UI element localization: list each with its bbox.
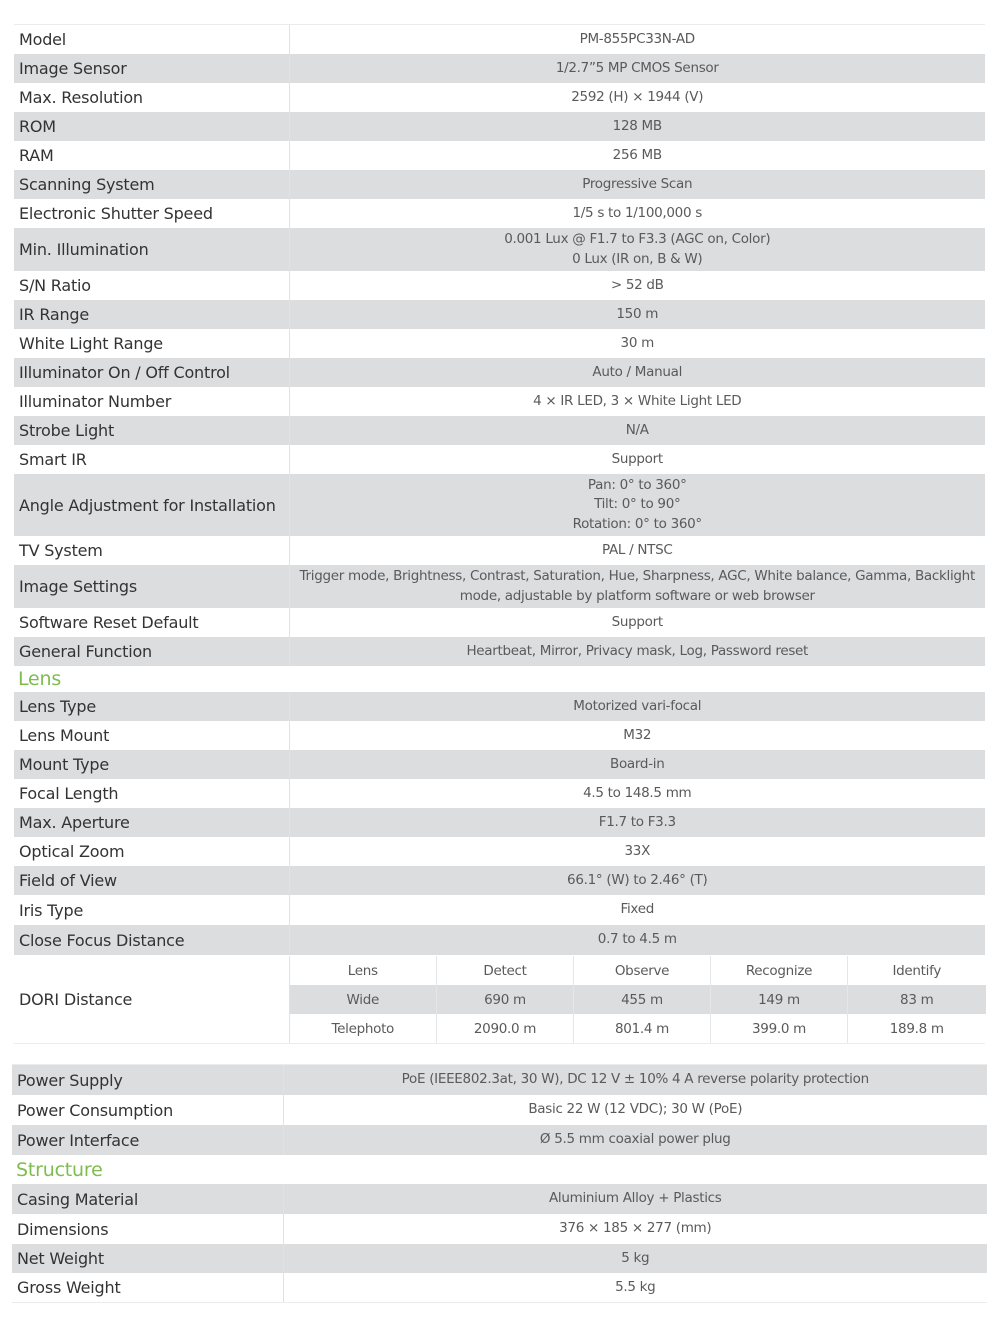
spec-label: Net Weight — [12, 1244, 283, 1273]
section-title-lens: Lens — [18, 668, 62, 690]
dori-row — [290, 985, 986, 1014]
spec-label: S/N Ratio — [14, 271, 289, 300]
spec-value-line: Pan: 0° to 360° — [587, 476, 687, 493]
spec-value — [289, 608, 985, 637]
spec-value-line: PM-855PC33N-AD — [579, 30, 695, 47]
dori-row — [290, 1014, 986, 1043]
spec-row — [14, 54, 985, 83]
spec-value-line: 1/2.7”5 MP CMOS Sensor — [555, 59, 719, 76]
spec-label: Image Settings — [14, 565, 289, 608]
spec-row — [12, 1184, 987, 1214]
spec-label: RAM — [14, 141, 289, 170]
spec-value-line: 128 MB — [612, 117, 662, 134]
structure-spec-table — [12, 1184, 987, 1302]
spec-label: Mount Type — [14, 750, 289, 779]
dori-cell: 83 m — [848, 985, 986, 1014]
spec-label: Software Reset Default — [14, 608, 289, 637]
spec-value-line: Board-in — [610, 755, 665, 772]
spec-value — [289, 329, 985, 358]
spec-value — [289, 54, 985, 83]
spec-label: Dimensions — [12, 1214, 283, 1244]
spec-label: Focal Length — [14, 779, 289, 808]
spec-value-line: Support — [611, 613, 663, 630]
spec-value — [289, 721, 985, 750]
spec-label: Power Consumption — [12, 1095, 283, 1125]
spec-row — [14, 83, 985, 112]
spec-value-line: 0.7 to 4.5 m — [597, 931, 677, 948]
dori-cell: 801.4 m — [574, 1014, 711, 1043]
spec-value — [289, 637, 985, 666]
dori-bottom-divider — [14, 1043, 985, 1044]
spec-value-line: 30 m — [620, 334, 654, 351]
spec-row — [12, 1095, 987, 1125]
spec-value-line: 0 Lux (IR on, B & W) — [572, 250, 703, 267]
spec-value — [289, 141, 985, 170]
spec-value — [283, 1065, 987, 1095]
spec-row — [14, 416, 985, 445]
spec-value — [289, 808, 985, 837]
spec-value — [283, 1214, 987, 1244]
spec-row — [12, 1244, 987, 1273]
dori-header-cell: Observe — [574, 956, 711, 985]
spec-value — [289, 565, 985, 608]
spec-label: Optical Zoom — [14, 837, 289, 866]
spec-value — [283, 1244, 987, 1273]
spec-value — [289, 199, 985, 228]
dori-grid — [290, 956, 986, 1043]
spec-value-line: Basic 22 W (12 VDC); 30 W (PoE) — [528, 1101, 743, 1118]
spec-label: Model — [14, 25, 289, 54]
dori-header-cell: Lens — [290, 956, 437, 985]
spec-label: Image Sensor — [14, 54, 289, 83]
spec-value-line: 5 kg — [621, 1249, 650, 1266]
spec-row — [14, 329, 985, 358]
spec-value-line: > 52 dB — [610, 276, 664, 293]
spec-label: DORI Distance — [14, 956, 289, 1043]
spec-value — [289, 866, 985, 895]
spec-value — [289, 750, 985, 779]
spec-value-line: PAL / NTSC — [601, 541, 673, 558]
spec-value — [289, 837, 985, 866]
spec-value — [289, 228, 985, 271]
spec-label: Lens Mount — [14, 721, 289, 750]
spec-row — [14, 199, 985, 228]
spec-value-line: 66.1° (W) to 2.46° (T) — [567, 871, 708, 888]
spec-value — [289, 25, 985, 54]
spec-row — [14, 474, 985, 536]
spec-label: Scanning System — [14, 170, 289, 199]
spec-value-line: Progressive Scan — [582, 175, 693, 192]
spec-value-line: Tilt: 0° to 90° — [594, 496, 681, 513]
spec-value-line: 4.5 to 148.5 mm — [583, 784, 692, 801]
spec-row — [12, 1125, 987, 1155]
spec-label: Illuminator Number — [14, 387, 289, 416]
spec-label: Power Supply — [12, 1065, 283, 1095]
spec-value — [283, 1095, 987, 1125]
spec-value-line: Heartbeat, Mirror, Privacy mask, Log, Password reset — [466, 642, 809, 659]
spec-value-line: N/A — [625, 421, 649, 438]
dori-header-cell: Detect — [437, 956, 574, 985]
spec-row — [14, 112, 985, 141]
spec-row — [12, 1065, 987, 1095]
spec-value — [289, 895, 985, 925]
spec-value-line: 33X — [624, 842, 651, 859]
spec-label: Close Focus Distance — [14, 925, 289, 955]
spec-row — [14, 565, 985, 608]
dori-cell: 149 m — [711, 985, 848, 1014]
spec-value — [289, 300, 985, 329]
spec-value — [289, 416, 985, 445]
spec-value-line: mode, adjustable by platform software or web browser — [459, 587, 815, 604]
spec-label: IR Range — [14, 300, 289, 329]
spec-value-line: Auto / Manual — [592, 363, 683, 380]
spec-row — [14, 721, 985, 750]
spec-row — [14, 837, 985, 866]
lens-spec-table — [14, 692, 985, 955]
spec-row — [14, 228, 985, 271]
spec-value — [289, 536, 985, 565]
power-spec-table — [12, 1065, 987, 1155]
spec-value — [289, 779, 985, 808]
spec-label: Max. Resolution — [14, 83, 289, 112]
dori-header-cell: Recognize — [711, 956, 848, 985]
spec-value-line: Support — [611, 450, 663, 467]
spec-row — [14, 141, 985, 170]
spec-value-line: 2592 (H) × 1944 (V) — [571, 88, 704, 105]
spec-row — [14, 925, 985, 955]
spec-label: Gross Weight — [12, 1273, 283, 1302]
spec-value-line: F1.7 to F3.3 — [598, 813, 676, 830]
section-title-structure: Structure — [16, 1159, 103, 1181]
spec-label: Max. Aperture — [14, 808, 289, 837]
spec-row — [14, 25, 985, 54]
spec-row — [14, 271, 985, 300]
spec-label: Lens Type — [14, 692, 289, 721]
dori-cell: 189.8 m — [848, 1014, 986, 1043]
spec-label: Field of View — [14, 866, 289, 895]
dori-cell: 455 m — [574, 985, 711, 1014]
spec-value — [289, 83, 985, 112]
spec-row — [14, 750, 985, 779]
spec-value-line: Ø 5.5 mm coaxial power plug — [539, 1131, 731, 1148]
spec-value — [283, 1125, 987, 1155]
spec-value-line: 376 × 185 × 277 (mm) — [559, 1220, 712, 1237]
spec-row — [14, 637, 985, 666]
spec-value-line: 4 × IR LED, 3 × White Light LED — [533, 392, 742, 409]
dori-header-row — [290, 956, 986, 985]
spec-value — [289, 925, 985, 955]
general-spec-table — [14, 25, 985, 666]
spec-value — [283, 1273, 987, 1302]
spec-label: Casing Material — [12, 1184, 283, 1214]
spec-row — [14, 692, 985, 721]
spec-row — [14, 170, 985, 199]
spec-value — [289, 112, 985, 141]
spec-value-line: 1/5 s to 1/100,000 s — [572, 204, 702, 221]
dori-header-cell: Identify — [848, 956, 986, 985]
spec-row — [14, 387, 985, 416]
spec-value — [283, 1184, 987, 1214]
spec-row — [14, 445, 985, 474]
spec-value-line: 0.001 Lux @ F1.7 to F3.3 (AGC on, Color) — [504, 231, 771, 247]
spec-value-line: Rotation: 0° to 360° — [572, 515, 702, 532]
spec-row — [14, 866, 985, 895]
spec-label: Power Interface — [12, 1125, 283, 1155]
spec-value — [289, 170, 985, 199]
spec-label: Min. Illumination — [14, 228, 289, 271]
spec-value-line: Aluminium Alloy + Plastics — [548, 1190, 722, 1207]
dori-cell: Wide — [290, 985, 437, 1014]
spec-value — [289, 692, 985, 721]
spec-row — [14, 779, 985, 808]
spec-row — [14, 300, 985, 329]
dori-cell: 2090.0 m — [437, 1014, 574, 1043]
spec-value — [289, 387, 985, 416]
spec-value-line: Trigger mode, Brightness, Contrast, Saturation, Hue, Sharpness, AGC, White balance, Gamma, Backlight — [299, 568, 975, 584]
spec-value-line: Fixed — [620, 901, 654, 918]
spec-value-line: 150 m — [616, 305, 659, 322]
spec-label: White Light Range — [14, 329, 289, 358]
spec-value — [289, 271, 985, 300]
spec-label: Angle Adjustment for Installation — [14, 474, 289, 536]
spec-row — [12, 1273, 987, 1302]
spec-label: Strobe Light — [14, 416, 289, 445]
spec-value-line: 256 MB — [612, 146, 662, 163]
structure-bottom-divider — [12, 1302, 987, 1303]
dori-distance-table — [14, 956, 985, 1043]
spec-value-line: Motorized vari-focal — [573, 697, 702, 714]
spec-label: Smart IR — [14, 445, 289, 474]
spec-value-line: PoE (IEEE802.3at, 30 W), DC 12 V ± 10% 4 A reverse polarity protection — [401, 1071, 869, 1088]
spec-value — [289, 358, 985, 387]
spec-row — [14, 895, 985, 925]
spec-value-line: 5.5 kg — [615, 1278, 656, 1295]
spec-value — [289, 445, 985, 474]
spec-row — [14, 608, 985, 637]
spec-row — [14, 536, 985, 565]
dori-cell: 690 m — [437, 985, 574, 1014]
spec-row — [14, 358, 985, 387]
spec-label: Illuminator On / Off Control — [14, 358, 289, 387]
spec-label: ROM — [14, 112, 289, 141]
spec-label: Electronic Shutter Speed — [14, 199, 289, 228]
dori-cell: 399.0 m — [711, 1014, 848, 1043]
spec-label: TV System — [14, 536, 289, 565]
spec-value — [289, 474, 985, 536]
spec-label: General Function — [14, 637, 289, 666]
spec-row — [14, 808, 985, 837]
spec-value-line: M32 — [623, 726, 652, 743]
dori-cell: Telephoto — [290, 1014, 437, 1043]
spec-label: Iris Type — [14, 895, 289, 925]
spec-row — [12, 1214, 987, 1244]
